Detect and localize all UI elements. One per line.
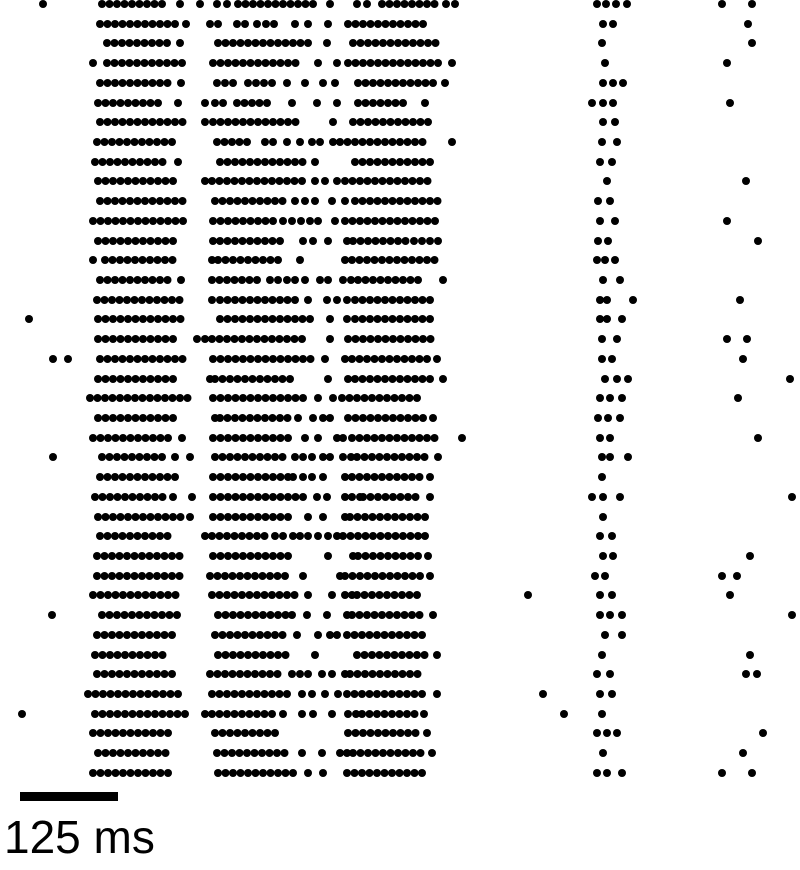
scale-bar-label: 125 ms (4, 811, 155, 863)
scale-bar (20, 792, 118, 801)
